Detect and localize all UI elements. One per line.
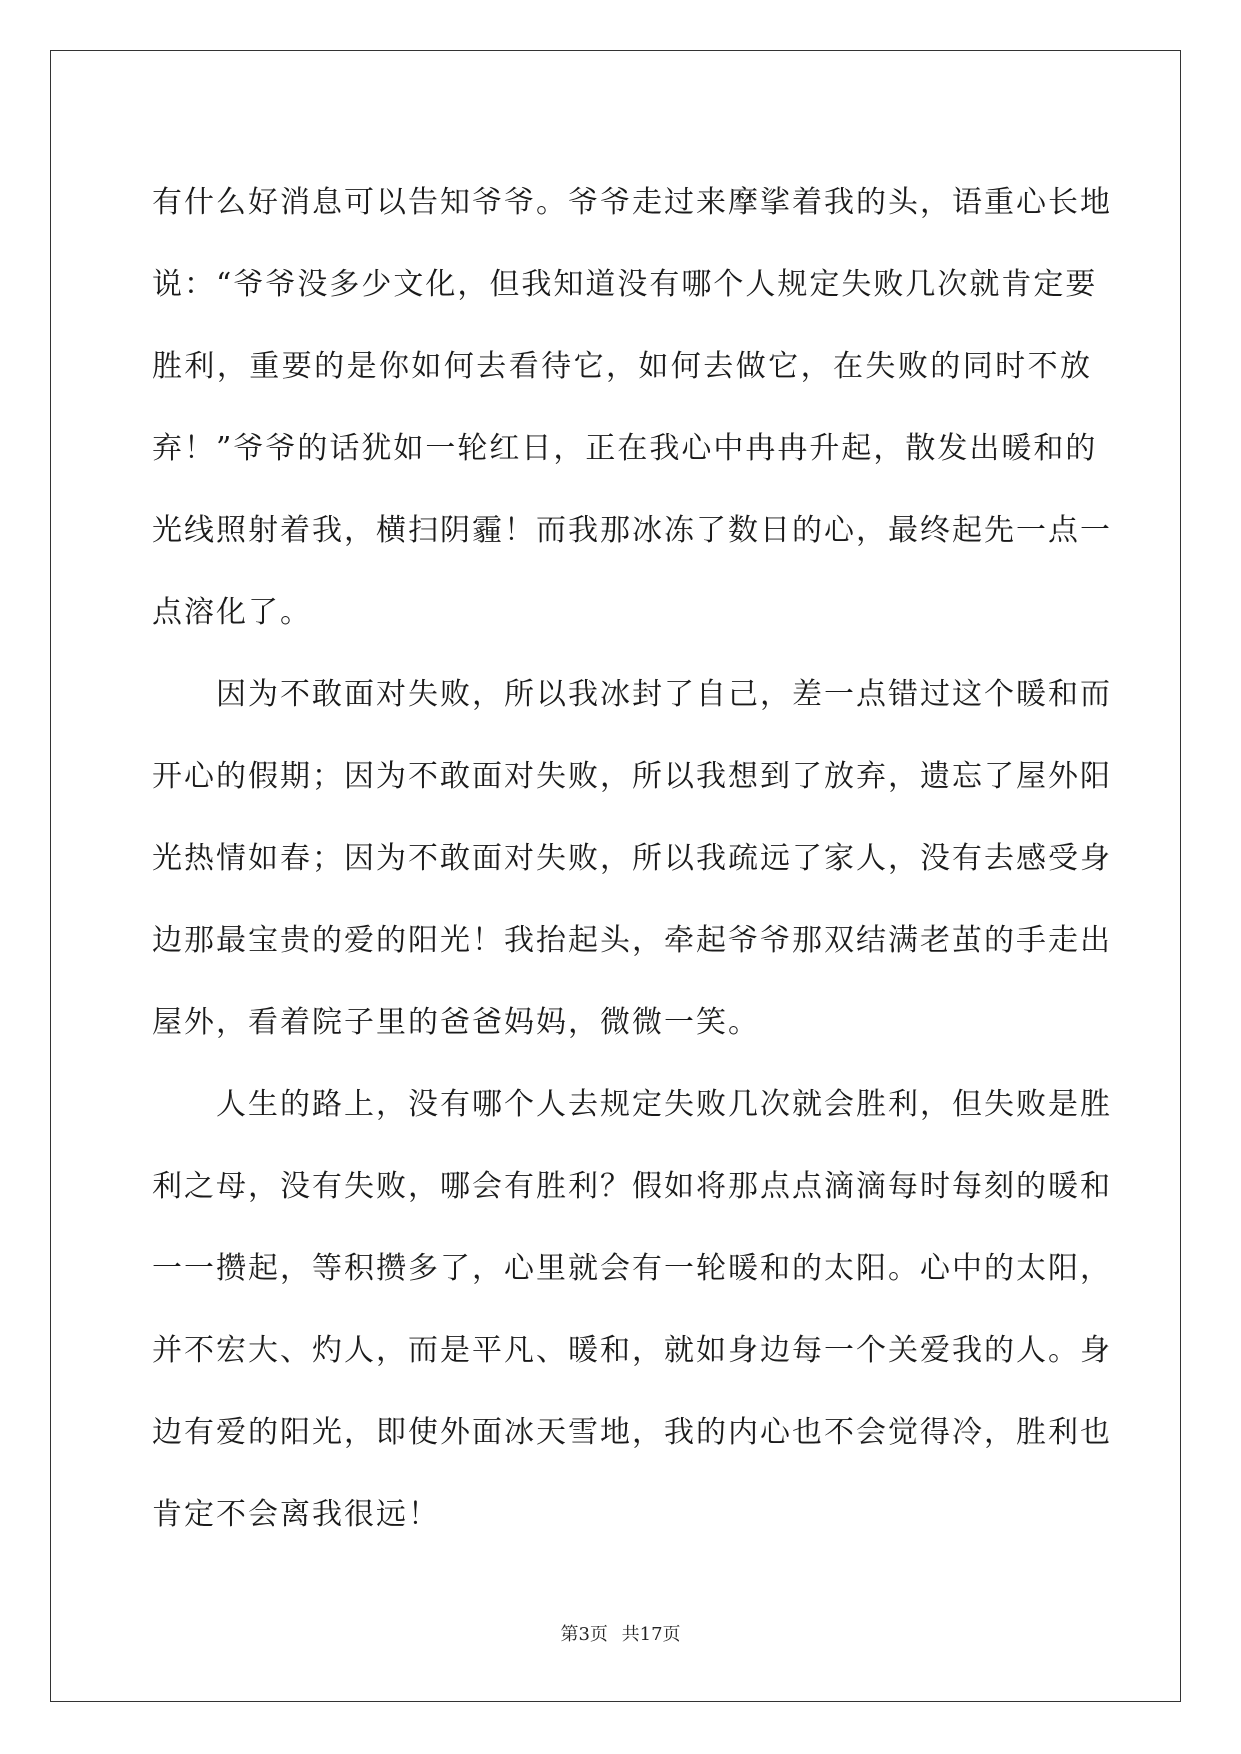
page-footer (0, 1620, 1241, 1646)
page-total: 共17页 (621, 1624, 681, 1645)
text-line: 肯定不会离我很远！ (152, 1497, 440, 1532)
text-line: 因为不敢面对失败，所以我冰封了自己，差一点错过这个暖和而 (216, 677, 1112, 712)
text-line: 光热情如春；因为不敢面对失败，所以我疏远了家人，没有去感受身 (152, 841, 1112, 876)
text-line: 光线照射着我，横扫阴霾！而我那冰冻了数日的心，最终起先一点一 (152, 513, 1112, 548)
text-line: 边有爱的阳光，即使外面冰天雪地，我的内心也不会觉得冷，胜利也 (152, 1415, 1112, 1450)
page-number: 第3页 (560, 1624, 608, 1645)
text-line: 利之母，没有失败，哪会有胜利？假如将那点点滴滴每时每刻的暖和 (152, 1169, 1112, 1204)
text-line: 点溶化了。 (152, 595, 312, 630)
text-line: 边那最宝贵的爱的阳光！我抬起头，牵起爷爷那双结满老茧的手走出 (152, 923, 1112, 958)
text-line: 有什么好消息可以告知爷爷。爷爷走过来摩挲着我的头，语重心长地 (152, 185, 1112, 220)
text-line: 一一攒起，等积攒多了，心里就会有一轮暖和的太阳。心中的太阳， (152, 1251, 1112, 1286)
text-line: 人生的路上，没有哪个人去规定失败几次就会胜利，但失败是胜 (216, 1087, 1112, 1122)
text-line: 屋外，看着院子里的爸爸妈妈，微微一笑。 (152, 1005, 760, 1040)
text-line: 开心的假期；因为不敢面对失败，所以我想到了放弃，遗忘了屋外阳 (152, 759, 1112, 794)
text-line: 说：“爷爷没多少文化，但我知道没有哪个人规定失败几次就肯定要 (152, 267, 1098, 302)
text-line: 胜利，重要的是你如何去看待它，如何去做它，在失败的同时不放 (152, 349, 1092, 384)
document-body (152, 162, 1112, 1556)
text-line: 弃！”爷爷的话犹如一轮红日，正在我心中冉冉升起，散发出暖和的 (152, 431, 1098, 466)
text-line: 并不宏大、灼人，而是平凡、暖和，就如身边每一个关爱我的人。身 (152, 1333, 1112, 1368)
